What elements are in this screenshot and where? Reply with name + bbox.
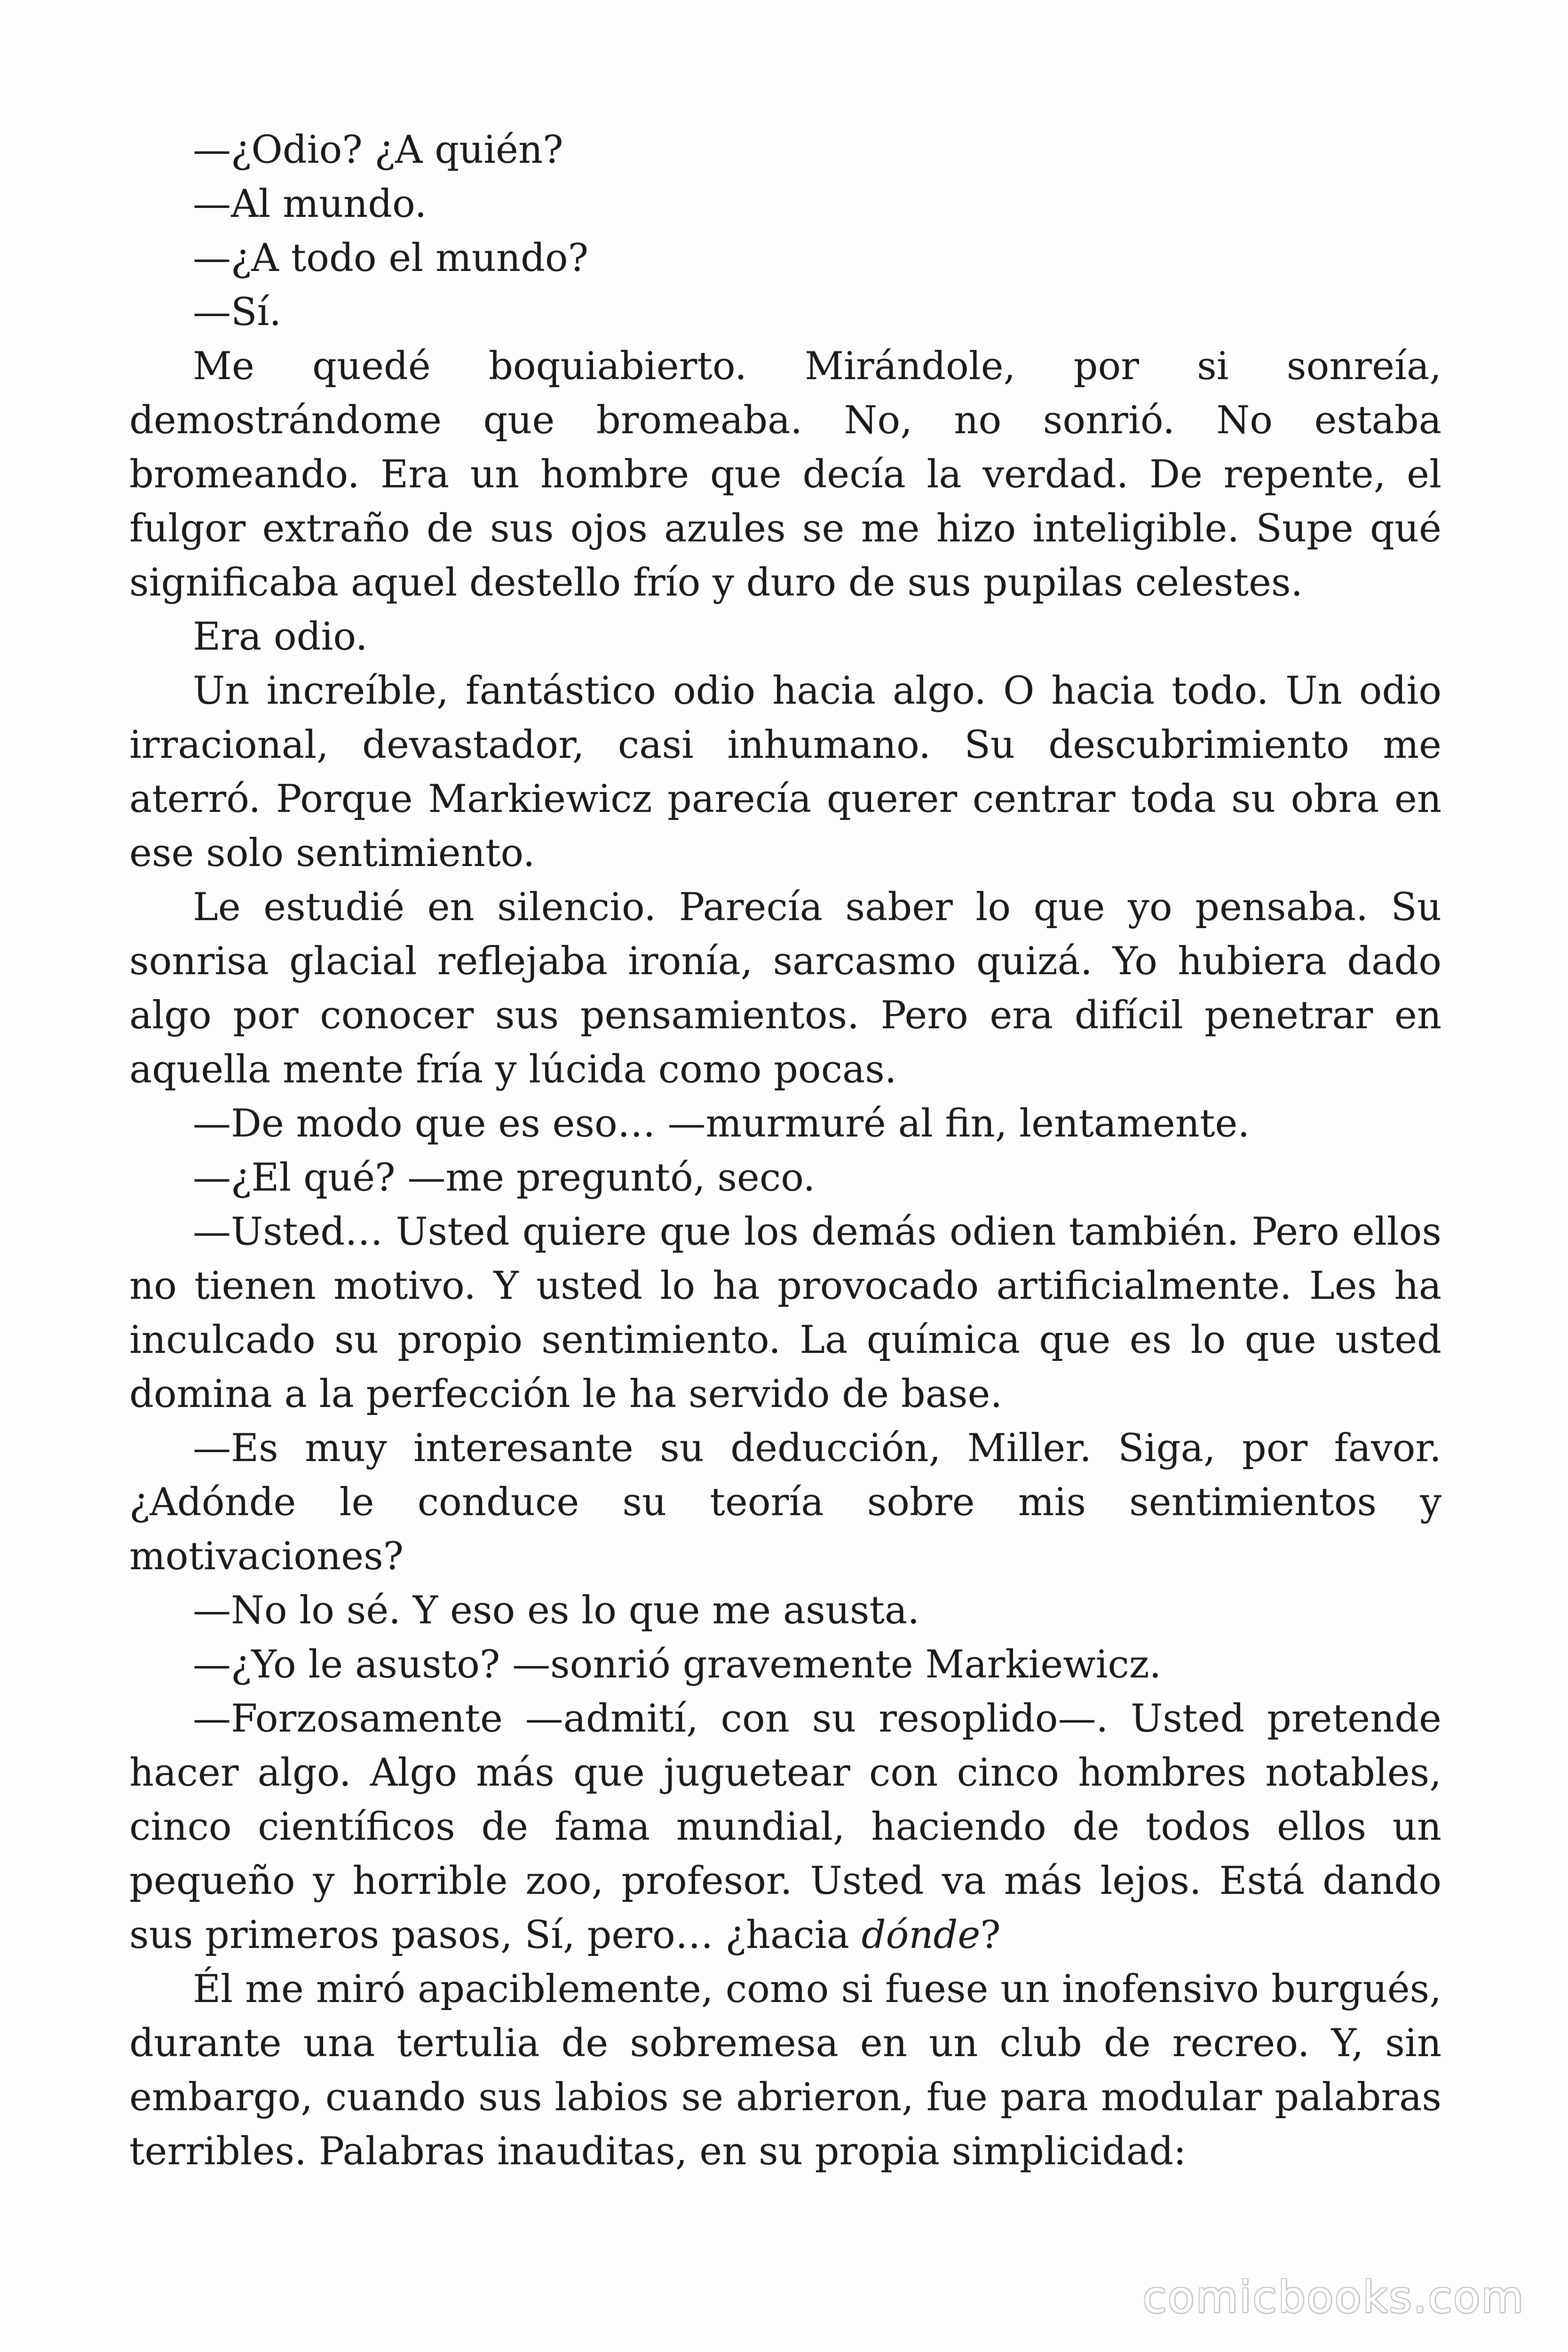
paragraph: Le estudié en silencio. Parecía saber lo que yo pensaba. Su sonrisa glacial reflejaba ironía, sarcasmo quizá. Yo hubiera dado algo por conocer sus pensamientos. Pero era difícil penetrar en aquella mente fría y lúcida como pocas. (129, 885, 1441, 1092)
paragraph-text: —Forzosamente —admití, con su resoplido—. Usted pretende hacer algo. Algo más que juguetear con cinco hombres notables, cinco científicos de fama mundial, haciendo de todos ellos un pequeño y horrible zoo, profesor. Usted va más lejos. Está dando sus primeros pasos, Sí, pero… ¿hacia (129, 1697, 1441, 1957)
paragraph: —Usted… Usted quiere que los demás odien también. Pero ellos no tienen motivo. Y usted lo ha provocado artificialmente. Les ha inculcado su propio sentimiento. La química que es lo que usted domina a la perfección le ha servido de base. (129, 1210, 1441, 1416)
paragraph: Me quedé boquiabierto. Mirándole, por si sonreía, demostrándome que bromeaba. No, no sonrió. No estaba bromeando. Era un hombre que decía la verdad. De repente, el fulgor extraño de sus ojos azules se me hizo inteligible. Supe qué significaba aquel destello frío y duro de sus pupilas celestes. (129, 344, 1441, 605)
paragraph-text: ? (980, 1913, 1001, 1957)
paragraph: —De modo que es eso… —murmuré al fin, lentamente. (193, 1102, 1250, 1146)
paragraph: —Al mundo. (193, 182, 427, 226)
body-text (129, 123, 1441, 2179)
paragraph: —¿A todo el mundo? (193, 236, 589, 280)
paragraph-with-emphasis (129, 1692, 1441, 1963)
paragraph: —Es muy interesante su deducción, Miller. Siga, por favor. ¿Adónde le conduce su teoría sobre mis sentimientos y motivaciones? (129, 1426, 1441, 1579)
paragraph: —¿Yo le asusto? —sonrió gravemente Markiewicz. (193, 1643, 1162, 1687)
emphasized-word: dónde (861, 1913, 981, 1957)
paragraph: —No lo sé. Y eso es lo que me asusta. (193, 1589, 920, 1633)
paragraph: Era odio. (193, 615, 368, 659)
paragraph: —Sí. (193, 290, 282, 334)
paragraph: —¿Odio? ¿A quién? (193, 128, 563, 172)
paragraph: —¿El qué? —me preguntó, seco. (193, 1156, 816, 1200)
site-watermark: comicbooks.com (1142, 2272, 1525, 2322)
paragraph: Un increíble, fantástico odio hacia algo. O hacia todo. Un odio irracional, devastador, casi inhumano. Su descubrimiento me aterró. Porque Markiewicz parecía querer centrar toda su obra en ese solo sentimiento. (129, 669, 1441, 875)
paragraph: Él me miró apaciblemente, como si fuese un inofensivo burgués, durante una tertulia de sobremesa en un club de recreo. Y, sin embargo, cuando sus labios se abrieron, fue para modular palabras terribles. Palabras inauditas, en su propia simplicidad: (129, 1967, 1441, 2174)
